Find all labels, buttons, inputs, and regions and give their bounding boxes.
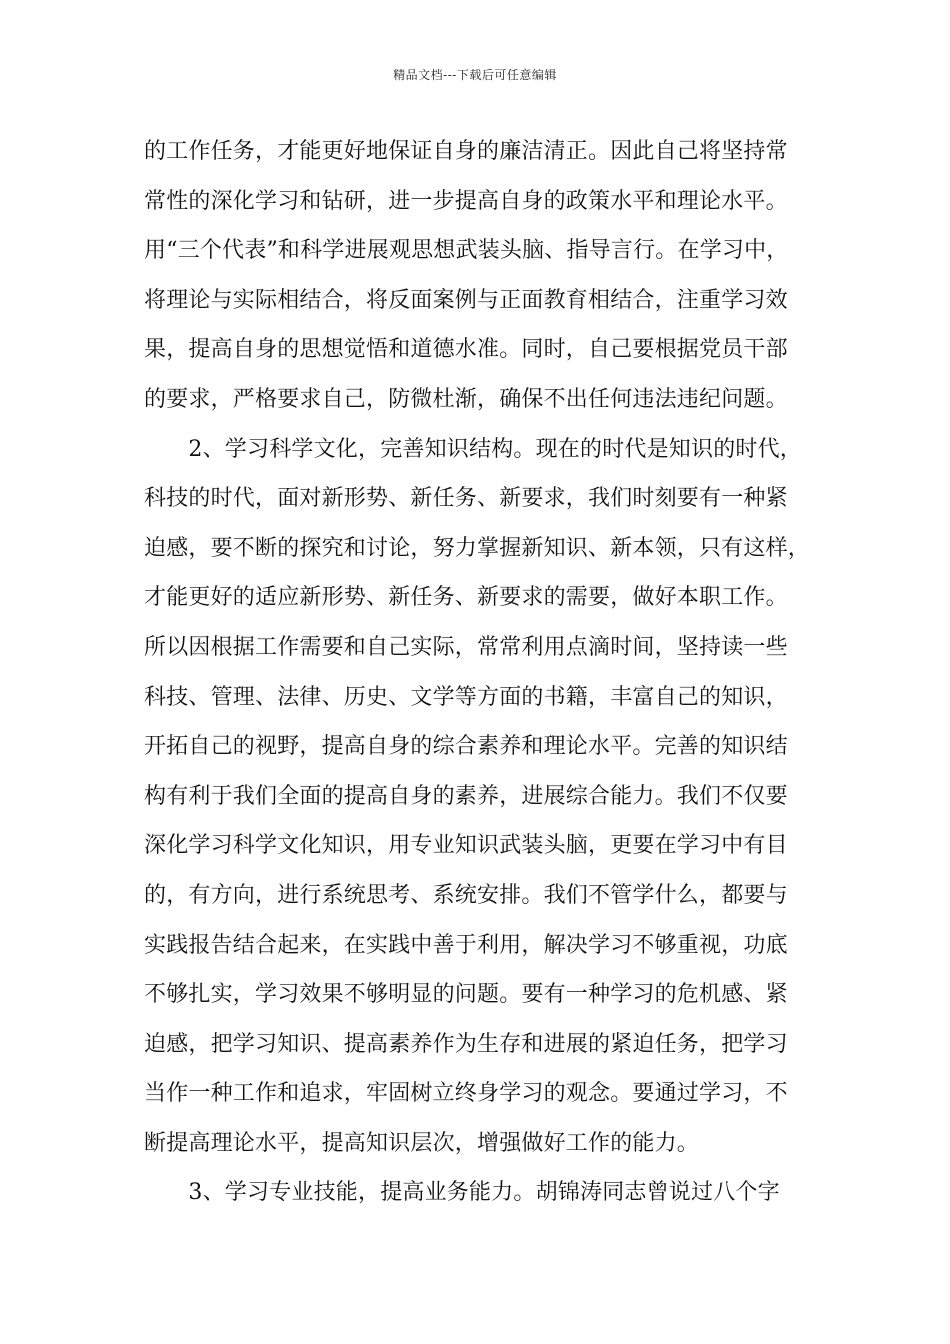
text-line: 深化学习科学文化知识，用专业知识武装头脑，更要在学习中有目 [144, 833, 788, 859]
text-line: 实践报告结合起来，在实践中善于利用，解决学习不够重视，功底 [144, 932, 788, 958]
text-line: 所以因根据工作需要和自己实际，常常利用点滴时间，坚持读一些 [144, 634, 788, 660]
text-line: 当作一种工作和追求，牢固树立终身学习的观念。要通过学习，不 [144, 1081, 788, 1107]
document-body [144, 127, 824, 1218]
text-line: 的工作任务，才能更好地保证自身的廉洁清正。因此自己将坚持常 [144, 139, 788, 164]
text-line: 的，有方向，进行系统思考、系统安排。我们不管学什么，都要与 [144, 882, 788, 908]
text-line: 不够扎实，学习效果不够明显的问题。要有一种学习的危机感、紧 [144, 982, 788, 1008]
text-line: 才能更好的适应新形势、新任务、新要求的需要，做好本职工作。 [144, 585, 788, 611]
text-line: 用“三个代表”和科学进展观思想武装头脑、指导言行。在学习中， [144, 238, 789, 264]
text-line: 断提高理论水平，提高知识层次，增强做好工作的能力。 [144, 1130, 700, 1156]
text-line: 迫感，把学习知识、提高素养作为生存和进展的紧迫任务，把学习 [144, 1031, 788, 1057]
text-line: 迫感，要不断的探究和讨论，努力掌握新知识、新本领，只有这样， [144, 535, 811, 561]
text-line: 科技、管理、法律、历史、文学等方面的书籍，丰富自己的知识， [144, 684, 788, 710]
text-line: 科技的时代，面对新形势、新任务、新要求，我们时刻要有一种紧 [144, 486, 788, 512]
page-header: 精品文档---下载后可任意编辑 [393, 68, 557, 82]
text-line: 3、学习专业技能，提高业务能力。胡锦涛同志曾说过八个字 [144, 1180, 780, 1206]
text-line: 2、学习科学文化，完善知识结构。现在的时代是知识的时代， [144, 436, 802, 462]
text-line: 果，提高自身的思想觉悟和道德水准。同时，自己要根据党员干部 [144, 337, 788, 363]
text-line: 常性的深化学习和钻研，进一步提高自身的政策水平和理论水平。 [144, 188, 788, 214]
text-line: 构有利于我们全面的提高自身的素养，进展综合能力。我们不仅要 [144, 783, 788, 809]
text-line: 开拓自己的视野，提高自身的综合素养和理论水平。完善的知识结 [144, 734, 788, 760]
text-line: 将理论与实际相结合，将反面案例与正面教育相结合，注重学习效 [144, 287, 788, 313]
text-line: 的要求，严格要求自己，防微杜渐，确保不出任何违法违纪问题。 [144, 386, 788, 412]
